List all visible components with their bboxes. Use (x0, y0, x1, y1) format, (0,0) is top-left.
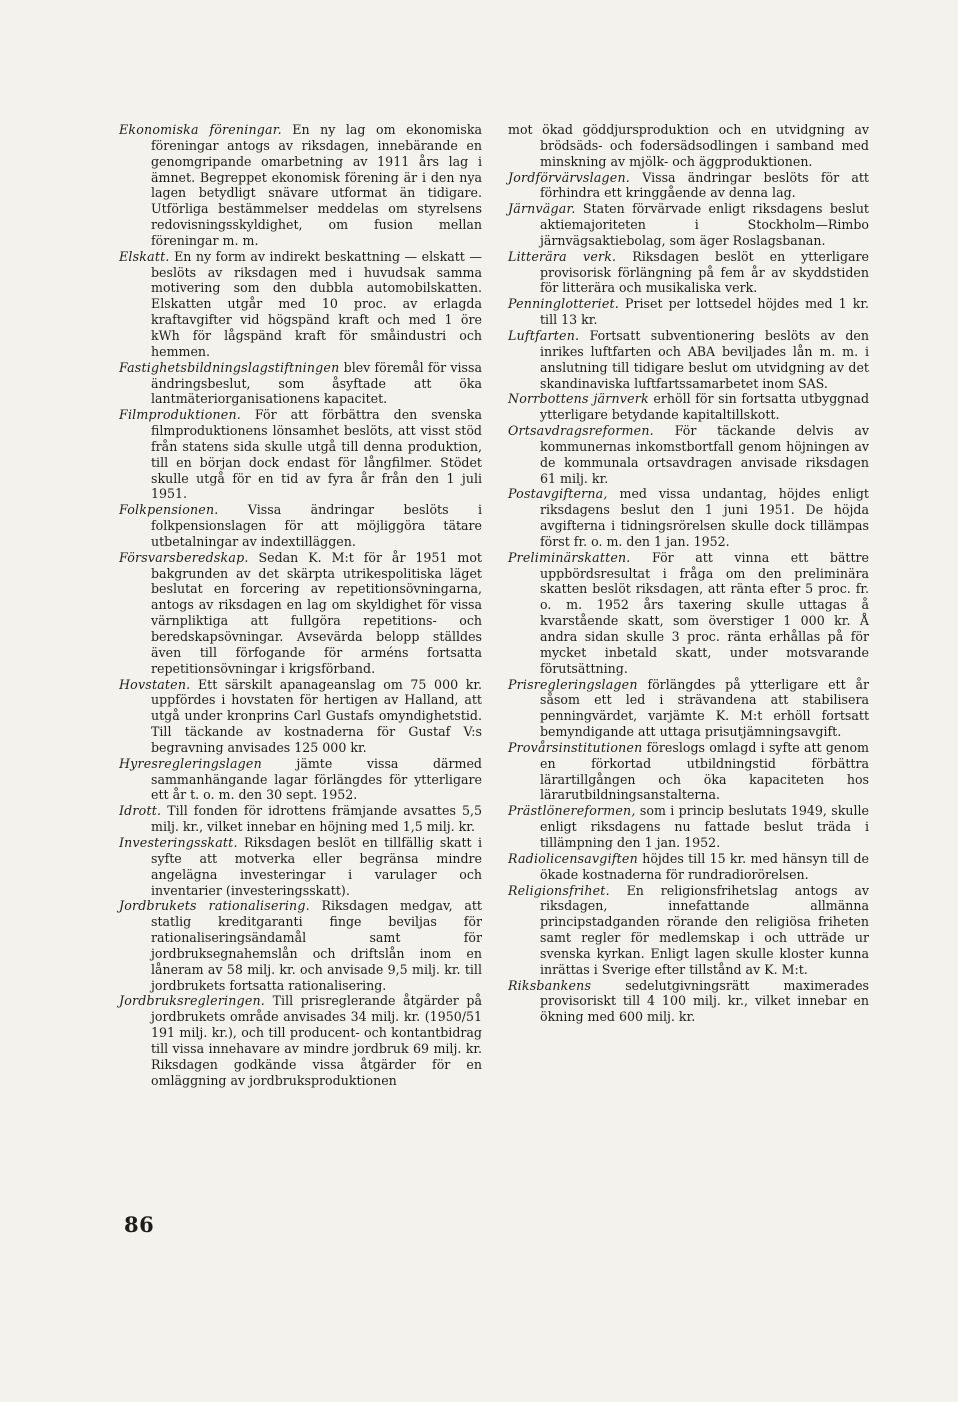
entry-text: En religionsfrihetslag antogs av riksdagen, innefattande allmänna principstadganden rörande den religiösa friheten samt regler för medlemskap i och utträde ur svenska kyrkan. Enligt lagen skulle kloster kunna inrättas i Sverige efter tillstånd av K. M:t. (540, 882, 869, 977)
entry-penninglotteriet (508, 296, 869, 328)
entry-filmproduktionen (119, 407, 482, 502)
entry-text: Priset per lottsedel höjdes med 1 kr. till 13 kr. (540, 296, 869, 328)
entry-term: Ortsavdragsreformen. (508, 423, 654, 439)
entry-radiolicensavgiften (508, 851, 869, 883)
entry-term: Hyresregleringslagen (119, 755, 262, 771)
entry-text: sedelutgivningsrätt maximerades provisoriskt till 4 100 milj. kr., vilket innebar en ökning med 600 milj. kr. (540, 977, 869, 1025)
entry-term: Filmproduktionen. (119, 407, 241, 423)
entry-idrott (119, 803, 482, 835)
entry-hyresregleringslagen (119, 756, 482, 804)
entry-forsvarsberedskap (119, 550, 482, 677)
entry-term: Försvarsberedskap. (119, 549, 249, 565)
entry-text: blev föremål för vissa ändringsbeslut, som åsyftade att öka lantmäteriorganisationens kapacitet. (151, 359, 482, 407)
entry-fastighetsbildning (119, 360, 482, 408)
entry-text: med vissa undantag, höjdes enligt riksdagens beslut den 1 juni 1951. De höjda avgifterna i tidningsrörelsen skulle dock tillämpas först fr. o. m. den 1 jan. 1952. (540, 486, 869, 549)
entry-preliminarskatten (508, 550, 869, 677)
entry-text: erhöll för sin fortsatta utbyggnad ytterligare betydande kapitaltillskott. (540, 391, 870, 423)
entry-text: Vissa ändringar beslöts för att förhindra ett kringgående av denna lag. (540, 169, 869, 201)
entry-jordbruksregleringen (119, 993, 482, 1088)
entry-riksbankens (508, 978, 869, 1026)
entry-term: Litterära verk. (508, 248, 617, 264)
entry-term: Hovstaten. (119, 676, 191, 692)
entry-text: som i princip beslutats 1949, skulle enligt riksdagens nu fattade beslut träda i tillämpning den 1 jan. 1952. (540, 803, 869, 850)
entry-text: förlängdes på ytterligare ett år såsom ett led i strävandena att stabilisera penningvärdet, varjämte K. M:t erhöll fortsatt bemyndigande att uttaga prisutjämningsavgift. (540, 676, 869, 740)
entry-term: Ekonomiska föreningar. (119, 122, 282, 137)
entry-investeringsskatt (119, 835, 482, 898)
entry-jarnvagar (508, 201, 869, 249)
entry-text: Vissa ändringar beslöts i folkpensionslagen för att möjliggöra tätare utbetalningar av indextilläggen. (151, 502, 482, 549)
entry-term: Prästlönereformen, (508, 803, 636, 819)
entry-text: jämte vissa därmed sammanhängande lagar förlängdes för ytterligare ett år t. o. m. den 30 sept. 1952. (151, 755, 482, 803)
entry-term: Fastighetsbildningslagstiftningen (119, 359, 340, 375)
entry-text: föreslogs omlagd i syfte att genom en förkortad utbildningstid förbättra lärartillgången och öka kapaciteten hos lärarutbildningsanstalterna. (540, 739, 869, 803)
entry-postavgifterna (508, 486, 869, 549)
entry-text: Sedan K. M:t för år 1951 mot bakgrunden av det skärpta utrikespolitiska läget beslutat en forcering av repetitionsövningarna, antogs av riksdagen en lag om skyldighet för vissa värnpliktiga att fullgöra repetitions- och beredskapsövningar. Avsevärda belopp ställdes även till förfogande för arméns fortsatta repetitionsövningar i krigsförband. (151, 549, 482, 676)
left-text-column (119, 122, 482, 1088)
entry-term: Järnvägar. (508, 201, 576, 217)
entry-term: Preliminärskatten. (508, 549, 631, 565)
entry-hovstaten (119, 677, 482, 756)
entry-text: mot ökad göddjursproduktion och en utvidgning av brödsäds- och fodersädsodlingen i samband med minskning av mjölk- och äggproduktionen. (508, 122, 869, 169)
entry-term: Jordbruksregleringen. (119, 993, 266, 1009)
page-number: 86 (124, 1212, 155, 1237)
entry-jordforvarvslagen (508, 170, 869, 202)
entry-text: Riksdagen medgav, att statlig kreditgaranti finge beviljas för rationaliseringsändamål samt för jordbruksegnahemslån och driftslån inom en låneram av 58 milj. kr. och anvisade 9,5 milj. kr. till jordbrukets fortsatta rationalisering. (151, 898, 482, 993)
entry-text: En ny lag om ekonomiska föreningar antogs av riksdagen, innebärande en genomgripande omarbetning av 1911 års lag i ämnet. Begreppet ekonomisk förening är i den nya lagen betydligt snävare utformat än tidigare. Utförliga bestämmelser meddelas om styrelsens redovisningsskyldighet, om fusion mellan föreningar m. m. (151, 122, 482, 248)
entry-text: Till prisreglerande åtgärder på jordbrukets område anvisades 34 milj. kr. (1950/51 191 milj. kr.), och till producent- och kontantbidrag till vissa innehavare av mindre jordbruk 69 milj. kr. Riksdagen godkände vissa åtgärder för en omläggning av jordbruksproduktionen (151, 993, 482, 1088)
entry-folkpensionen (119, 502, 482, 550)
entry-term: Idrott. (119, 803, 162, 819)
entry-term: Jordbrukets rationalisering. (119, 898, 310, 914)
entry-religionsfrihet (508, 883, 869, 978)
entry-term: Investeringsskatt. (119, 834, 238, 850)
entry-jordbrukets-rationalisering (119, 898, 482, 993)
entry-term: Penninglotteriet. (508, 296, 619, 312)
entry-term: Radiolicensavgiften (508, 850, 638, 866)
entry-norrbottens-jarnverk (508, 391, 869, 423)
entry-text: Ett särskilt apanageanslag om 75 000 kr. uppfördes i hovstaten för hertigen av Halland, att utgå under kronprins Carl Gustafs omyndighetstid. Till täckande av kostnaderna för Gustaf V:s begravning anvisades 125 000 kr. (151, 676, 482, 755)
entry-term: Norrbottens järnverk (508, 391, 649, 407)
entry-elskatt (119, 249, 482, 360)
entry-term: Folkpensionen. (119, 502, 219, 518)
entry-text: För täckande delvis av kommunernas inkomstbortfall genom höjningen av de kommunala ortsavdragen anvisade riksdagen 61 milj. kr. (540, 423, 869, 486)
entry-term: Postavgifterna, (508, 486, 608, 502)
entry-luftfarten (508, 328, 869, 391)
entry-text: Riksdagen beslöt en tillfällig skatt i syfte att motverka eller begränsa mindre angelägna investeringar i varulager och inventarier (investeringsskatt). (151, 834, 482, 898)
entry-term: Riksbankens (508, 977, 592, 993)
entry-litterara-verk (508, 249, 869, 297)
entry-term: Religionsfrihet. (508, 882, 610, 898)
right-text-column (508, 122, 869, 1025)
entry-text: höjdes till 15 kr. med hänsyn till de ökade kostnaderna för rundradiorörelsen. (540, 850, 869, 882)
entry-text: Till fonden för idrottens främjande avsattes 5,5 milj. kr., vilket innebar en höjning med 1,5 milj. kr. (151, 803, 482, 835)
entry-prisregleringslagen (508, 677, 869, 740)
entry-ortsavdragsreformen (508, 423, 869, 486)
entry-term: Luftfarten. (508, 327, 580, 343)
entry-term: Jordförvärvslagen. (508, 169, 630, 185)
entry-term: Provårsinstitutionen (508, 739, 643, 755)
entry-provarsinstitutionen (508, 740, 869, 803)
entry-text: En ny form av indirekt beskattning — elskatt — beslöts av riksdagen med i huvudsak samma motivering som den dubbla automobilskatten. Elskatten utgår med 10 proc. av erlagda kraftavgifter vid högspänd kraft och med 1 öre kWh för lågspänd kraft för småindustri och hemmen. (151, 248, 482, 359)
entry-text: För att förbättra den svenska filmproduktionens lönsamhet beslöts, att visst stöd från statens sida skulle utgå till denna produktion, till en början dock endast för långfilmer. Stödet skulle utgå för en tid av fyra år från den 1 juli 1951. (151, 407, 482, 502)
entry-ekonomiska-foreningar (119, 122, 482, 249)
entry-text: För att vinna ett bättre uppbördsresultat i fråga om den preliminära skatten beslöt riksdagen, att ränta efter 5 proc. fr. o. m. 1952 års taxering skulle uttagas å kvarstående skatt, som överstiger 1 000 kr. Å andra sidan skulle 3 proc. ränta erhållas på för mycket inbetald skatt, under motsvarande förutsättning. (540, 549, 869, 676)
entry-continuation (508, 122, 869, 170)
entry-text: Fortsatt subventionering beslöts av den inrikes luftfarten och ABA beviljades lån m. m. i anslutning till tidigare beslut om utvidgning av det skandinaviska luftfartssamarbetet inom SAS. (540, 327, 869, 391)
entry-term: Elskatt. (119, 248, 170, 264)
entry-text: Staten förvärvade enligt riksdagens beslut aktiemajoriteten i Stockholm—Rimbo järnvägsaktiebolag, som äger Roslagsbanan. (540, 201, 869, 248)
entry-text: Riksdagen beslöt en ytterligare provisorisk förlängning på fem år av skyddstiden för litterära och musikaliska verk. (540, 248, 869, 296)
entry-prastlonereformen (508, 803, 869, 851)
entry-term: Prisregleringslagen (508, 676, 638, 692)
